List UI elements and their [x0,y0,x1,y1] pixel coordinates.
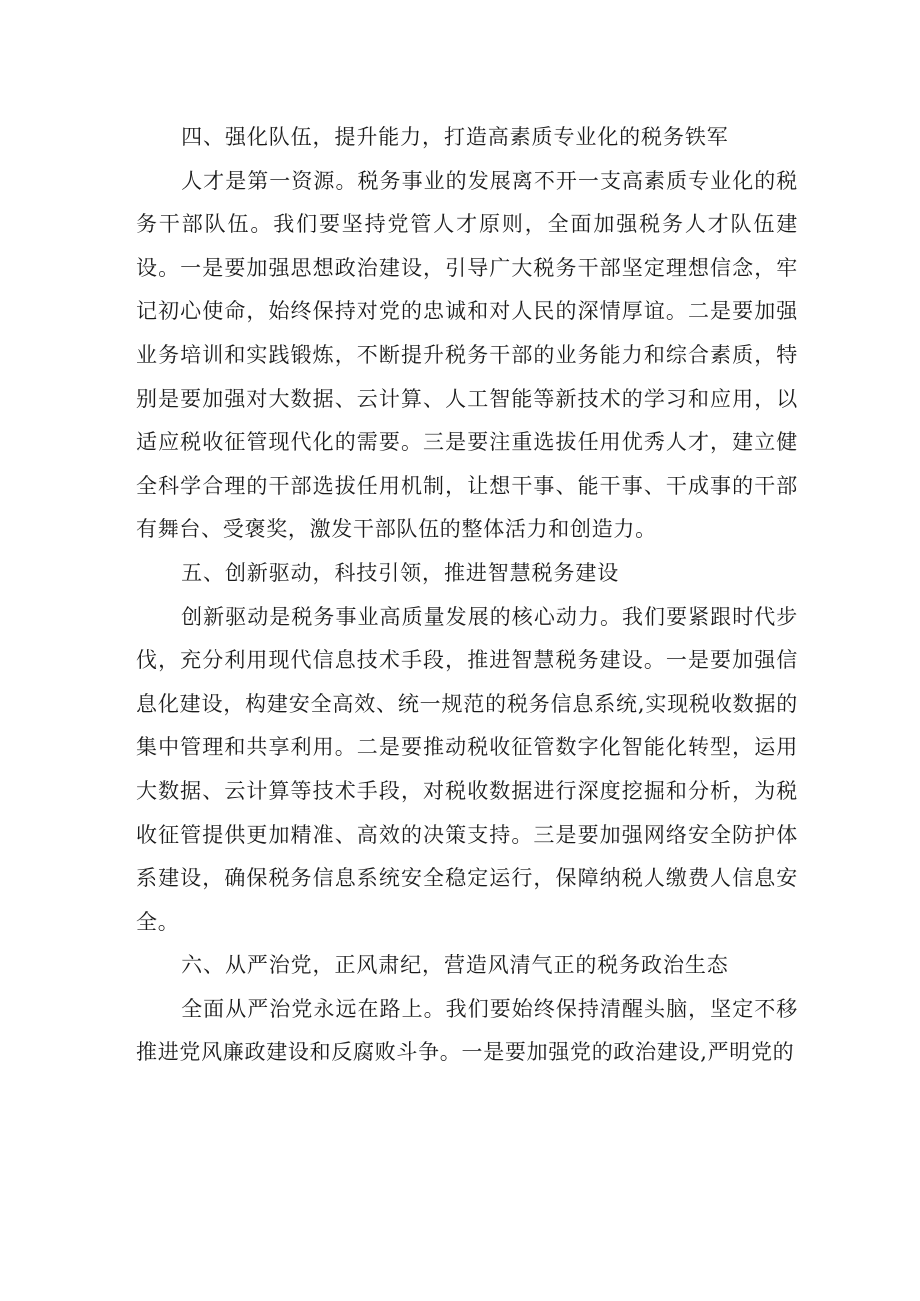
section-heading-5: 五、创新驱动，科技引领，推进智慧税务建设 [181,560,620,585]
document-body [136,116,798,1075]
section-paragraph-5: 创新驱动是税务事业高质量发展的核心动力。我们要紧跟时代步伐，充分利用现代信息技术手段，推进智慧税务建设。一是要加强信息化建设，构建安全高效、统一规范的税务信息系统,实现税收数据的集中管理和共享利用。二是要推动税收征管数字化智能化转型，运用大数据、云计算等技术手段，对税收数据进行深度挖掘和分析，为税收征管提供更加精准、高效的决策支持。三是要加强网络安全防护体系建设，确保税务信息系统安全稳定运行，保障纳税人缴费人信息安全。 [136,604,798,934]
section-heading-6: 六、从严治党，正风肃纪，营造风清气正的税务政治生态 [181,953,729,978]
section-paragraph-6: 全面从严治党永远在路上。我们要始终保持清醒头脑，坚定不移推进党风廉政建设和反腐败斗争。一是要加强党的政治建设,严明党的 [136,996,798,1065]
section-heading-4: 四、强化队伍，提升能力，打造高素质专业化的税务铁军 [181,125,729,149]
section-paragraph-4: 人才是第一资源。税务事业的发展离不开一支高素质专业化的税务干部队伍。我们要坚持党管人才原则，全面加强税务人才队伍建设。一是要加强思想政治建设，引导广大税务干部坚定理想信念，牢记初心使命，始终保持对党的忠诚和对人民的深情厚谊。二是要加强业务培训和实践锻炼，不断提升税务干部的业务能力和综合素质，特别是要加强对大数据、云计算、人工智能等新技术的学习和应用，以适应税收征管现代化的需要。三是要注重选拔任用优秀人才，建立健全科学合理的干部选拔任用机制，让想干事、能干事、干成事的干部有舞台、受褒奖，激发干部队伍的整体活力和创造力。 [136,168,798,542]
